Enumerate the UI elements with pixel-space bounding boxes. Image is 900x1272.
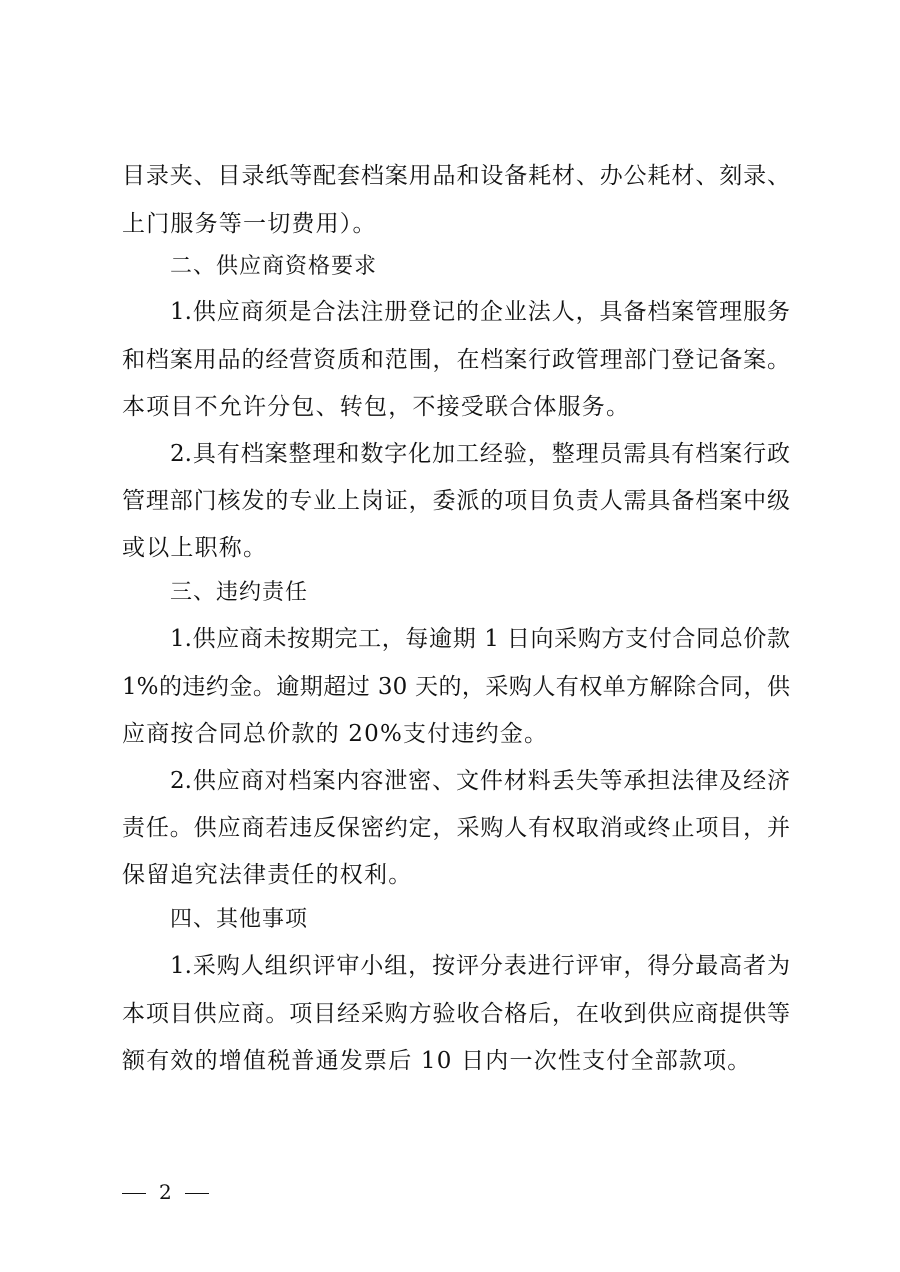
paragraph-line: 保留追究法律责任的权利。 — [122, 862, 413, 888]
paragraph-line: 责任。供应商若违反保密约定，采购人有权取消或终止项目，并 — [122, 815, 790, 841]
dash-right — [185, 1193, 209, 1194]
paragraph-line: 2.供应商对档案内容泄密、文件材料丢失等承担法律及经济 — [170, 768, 790, 794]
section-heading-other-matters: 四、其他事项 — [170, 907, 309, 932]
paragraph-line: 和档案用品的经营资质和范围，在档案行政管理部门登记备案。 — [122, 347, 790, 373]
paragraph-line: 本项目供应商。项目经采购方验收合格后，在收到供应商提供等 — [122, 1001, 790, 1027]
paragraph-line: 应商按合同总价款的 20%支付违约金。 — [122, 721, 549, 747]
continuation-line-1: 目录夹、目录纸等配套档案用品和设备耗材、办公耗材、刻录、 — [122, 163, 790, 189]
paragraph-line: 2.具有档案整理和数字化加工经验，整理员需具有档案行政 — [170, 441, 790, 467]
page-number-value: 2 — [159, 1180, 172, 1204]
continuation-line-2: 上门服务等一切费用）。 — [122, 211, 377, 237]
paragraph-line: 本项目不允许分包、转包，不接受联合体服务。 — [122, 394, 631, 420]
paragraph-line: 管理部门核发的专业上岗证，委派的项目负责人需具备档案中级 — [122, 488, 790, 514]
paragraph-line: 额有效的增值税普通发票后 10 日内一次性支付全部款项。 — [122, 1048, 752, 1074]
dash-left — [122, 1193, 146, 1194]
paragraph-line: 1%的违约金。逾期超过 30 天的，采购人有权单方解除合同，供 — [122, 674, 790, 700]
paragraph-line: 1.采购人组织评审小组，按评分表进行评审，得分最高者为 — [170, 953, 790, 979]
paragraph-line: 或以上职称。 — [122, 535, 268, 561]
section-heading-qualifications: 二、供应商资格要求 — [170, 254, 378, 279]
paragraph-line: 1.供应商须是合法注册登记的企业法人，具备档案管理服务 — [170, 299, 790, 325]
page-number — [122, 1178, 209, 1206]
section-heading-liability: 三、违约责任 — [170, 580, 309, 605]
paragraph-line: 1.供应商未按期完工，每逾期 1 日向采购方支付合同总价款 — [170, 626, 790, 652]
